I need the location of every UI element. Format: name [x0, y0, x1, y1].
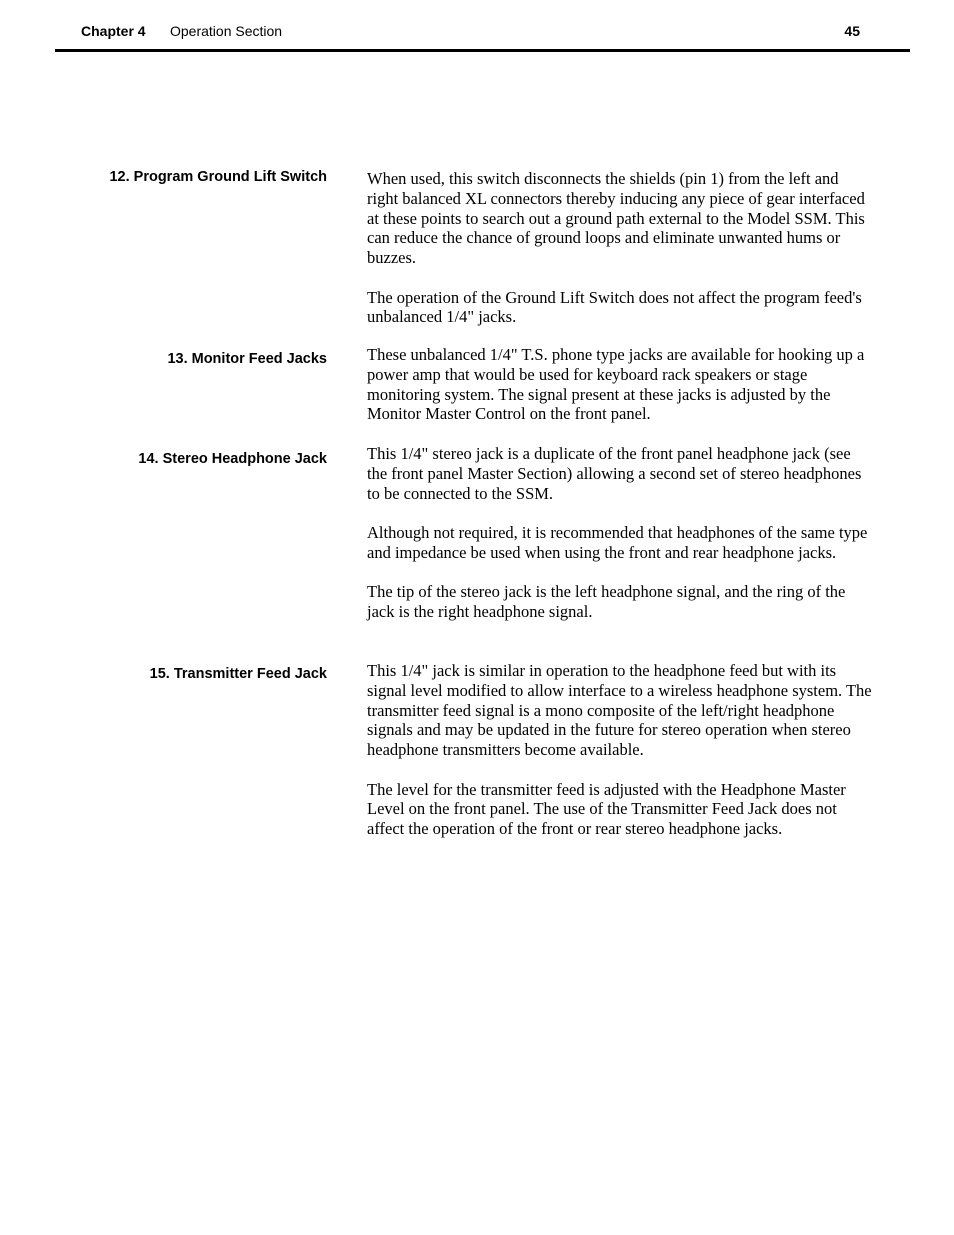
entry-heading: 12. Program Ground Lift Switch [109, 169, 327, 185]
entry-description [367, 444, 872, 622]
page-number: 45 [844, 23, 860, 39]
paragraph: When used, this switch disconnects the shields (pin 1) from the left and right balanced XL connectors thereby inducing any piece of gear interfaced at these points to search out a ground path external to the Model SSM. This can reduce the chance of ground loops and eliminate unwanted hums or buzzes. [367, 169, 865, 268]
section-title: Operation Section [170, 23, 283, 39]
paragraph: This 1/4" stereo jack is a duplicate of the front panel headphone jack (see the front panel Master Section) allowing a second set of stereo headphones to be connected to the SSM. [367, 444, 862, 503]
paragraph: Although not required, it is recommended that headphones of the same type and impedance be used when using the front and rear headphone jacks. [367, 522, 868, 562]
paragraph: The tip of the stereo jack is the left headphone signal, and the ring of the jack is the right headphone signal. [367, 582, 846, 621]
entry-heading: 13. Monitor Feed Jacks [167, 351, 327, 367]
page-header [55, 0, 910, 52]
chapter-label: Chapter 4 [81, 23, 146, 39]
entry-description [367, 345, 872, 424]
entry-heading: 14. Stereo Headphone Jack [138, 451, 327, 467]
paragraph: The level for the transmitter feed is adjusted with the Headphone Master Level on the front panel. The use of the Transmitter Feed Jack does not affect the operation of the front or rear stereo headphone jacks. [367, 779, 846, 839]
entry-description [367, 661, 872, 839]
paragraph: The operation of the Ground Lift Switch does not affect the program feed's unbalanced 1/4" jacks. [367, 287, 862, 327]
paragraph: These unbalanced 1/4" T.S. phone type jacks are available for hooking up a power amp that would be used for keyboard rack speakers or stage monitoring system. The signal present at these jacks is adjusted by the Monitor Master Control on the front panel. [367, 345, 865, 424]
entry-heading: 15. Transmitter Feed Jack [149, 666, 327, 682]
paragraph: This 1/4" jack is similar in operation to the headphone feed but with its signal level modified to allow interface to a wireless headphone system. The transmitter feed signal is a mono composite of the left/right headphone signals and may be updated in the future for stereo operation when stereo headphone transmitters become available. [367, 661, 872, 760]
entry-description [367, 169, 872, 327]
